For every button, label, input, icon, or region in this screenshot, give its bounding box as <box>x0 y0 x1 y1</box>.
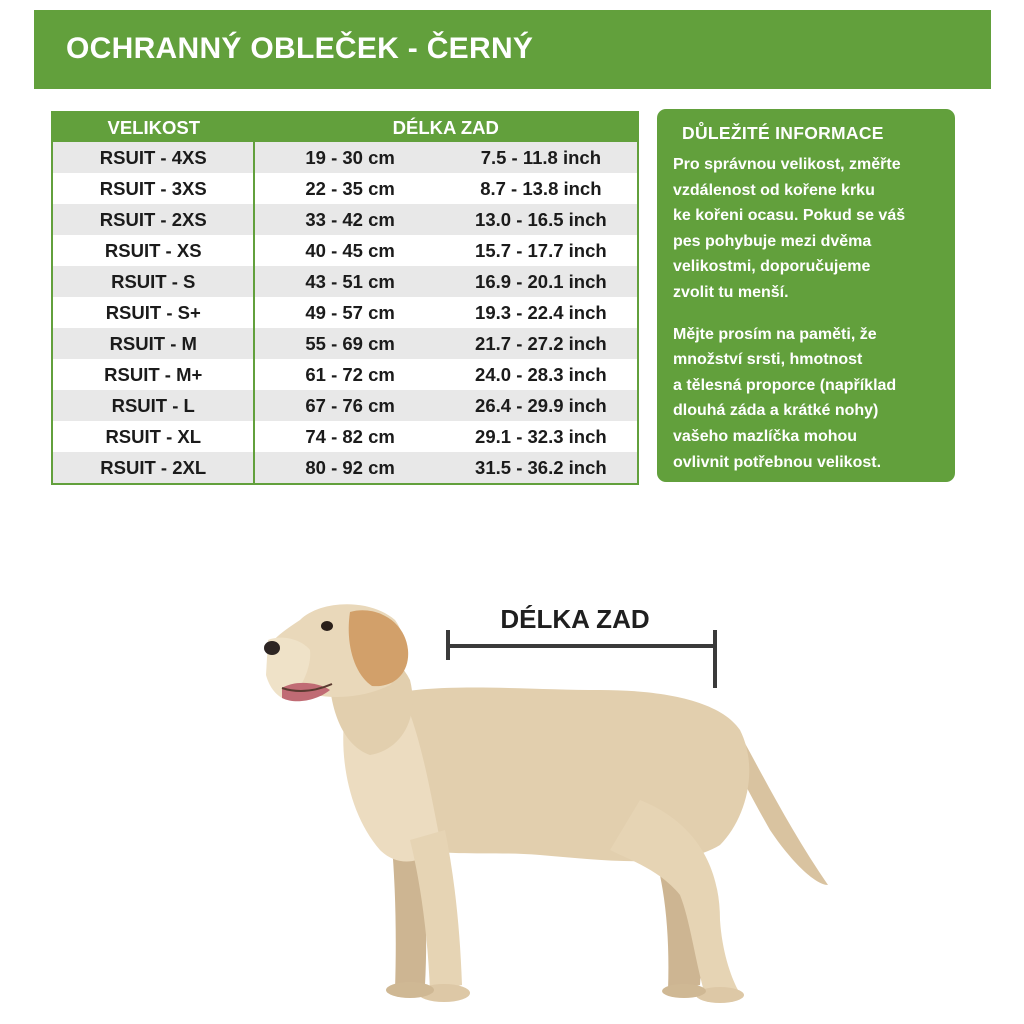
size-cell: RSUIT - 4XS <box>52 142 254 173</box>
length-cm-cell: 67 - 76 cm <box>254 390 444 421</box>
dog-shape <box>264 604 828 1003</box>
measurement-line <box>448 630 715 688</box>
size-cell: RSUIT - M+ <box>52 359 254 390</box>
size-cell: RSUIT - XL <box>52 421 254 452</box>
length-cm-cell: 40 - 45 cm <box>254 235 444 266</box>
info-paragraph-1: Pro správnou velikost, změřte vzdálenost od kořene krku ke kořeni ocasu. Pokud se váš pes pohybuje mezi dvěma velikostmi, doporučujeme zvolit tu menší. <box>673 156 906 301</box>
table-row <box>52 359 638 390</box>
dog-illustration <box>240 590 860 1010</box>
size-cell: RSUIT - 3XS <box>52 173 254 204</box>
length-cm-cell: 55 - 69 cm <box>254 328 444 359</box>
info-heading: DŮLEŽITÉ INFORMACE <box>682 123 884 143</box>
table-row <box>52 204 638 235</box>
table-row <box>52 421 638 452</box>
table-header-row <box>52 112 638 142</box>
length-cm-cell: 80 - 92 cm <box>254 452 444 484</box>
table-row <box>52 266 638 297</box>
length-inch-cell: 24.0 - 28.3 inch <box>445 359 638 390</box>
header-size: VELIKOST <box>52 112 254 142</box>
size-cell: RSUIT - M <box>52 328 254 359</box>
length-inch-cell: 29.1 - 32.3 inch <box>445 421 638 452</box>
length-cm-cell: 43 - 51 cm <box>254 266 444 297</box>
length-inch-cell: 21.7 - 27.2 inch <box>445 328 638 359</box>
length-cm-cell: 74 - 82 cm <box>254 421 444 452</box>
info-paragraph-2: Mějte prosím na paměti, že množství srsti, hmotnost a tělesná proporce (například dlouhá záda a krátké nohy) vašeho mazlíčka mohou ovlivnit potřebnou velikost. <box>673 325 897 471</box>
length-inch-cell: 15.7 - 17.7 inch <box>445 235 638 266</box>
dog-icon <box>240 590 860 1010</box>
length-cm-cell: 61 - 72 cm <box>254 359 444 390</box>
size-cell: RSUIT - L <box>52 390 254 421</box>
length-cm-cell: 49 - 57 cm <box>254 297 444 328</box>
length-inch-cell: 7.5 - 11.8 inch <box>445 142 638 173</box>
length-inch-cell: 19.3 - 22.4 inch <box>445 297 638 328</box>
length-inch-cell: 16.9 - 20.1 inch <box>445 266 638 297</box>
length-inch-cell: 26.4 - 29.9 inch <box>445 390 638 421</box>
size-cell: RSUIT - S+ <box>52 297 254 328</box>
length-cm-cell: 33 - 42 cm <box>254 204 444 235</box>
table-row <box>52 328 638 359</box>
header-length: DÉLKA ZAD <box>254 112 638 142</box>
back-length-label: DÉLKA ZAD <box>500 604 650 634</box>
length-inch-cell: 8.7 - 13.8 inch <box>445 173 638 204</box>
title-banner <box>34 10 991 89</box>
length-cm-cell: 19 - 30 cm <box>254 142 444 173</box>
table-row <box>52 297 638 328</box>
length-inch-cell: 31.5 - 36.2 inch <box>445 452 638 484</box>
table-row <box>52 390 638 421</box>
size-cell: RSUIT - 2XS <box>52 204 254 235</box>
length-cm-cell: 22 - 35 cm <box>254 173 444 204</box>
info-box <box>657 109 955 482</box>
table-row <box>52 173 638 204</box>
table-row <box>52 142 638 173</box>
size-cell: RSUIT - S <box>52 266 254 297</box>
size-cell: RSUIT - XS <box>52 235 254 266</box>
page-title: OCHRANNÝ OBLEČEK - ČERNÝ <box>66 32 534 65</box>
size-table <box>51 111 639 485</box>
size-cell: RSUIT - 2XL <box>52 452 254 484</box>
size-table-body <box>52 142 638 484</box>
length-inch-cell: 13.0 - 16.5 inch <box>445 204 638 235</box>
table-row <box>52 235 638 266</box>
table-row <box>52 452 638 484</box>
